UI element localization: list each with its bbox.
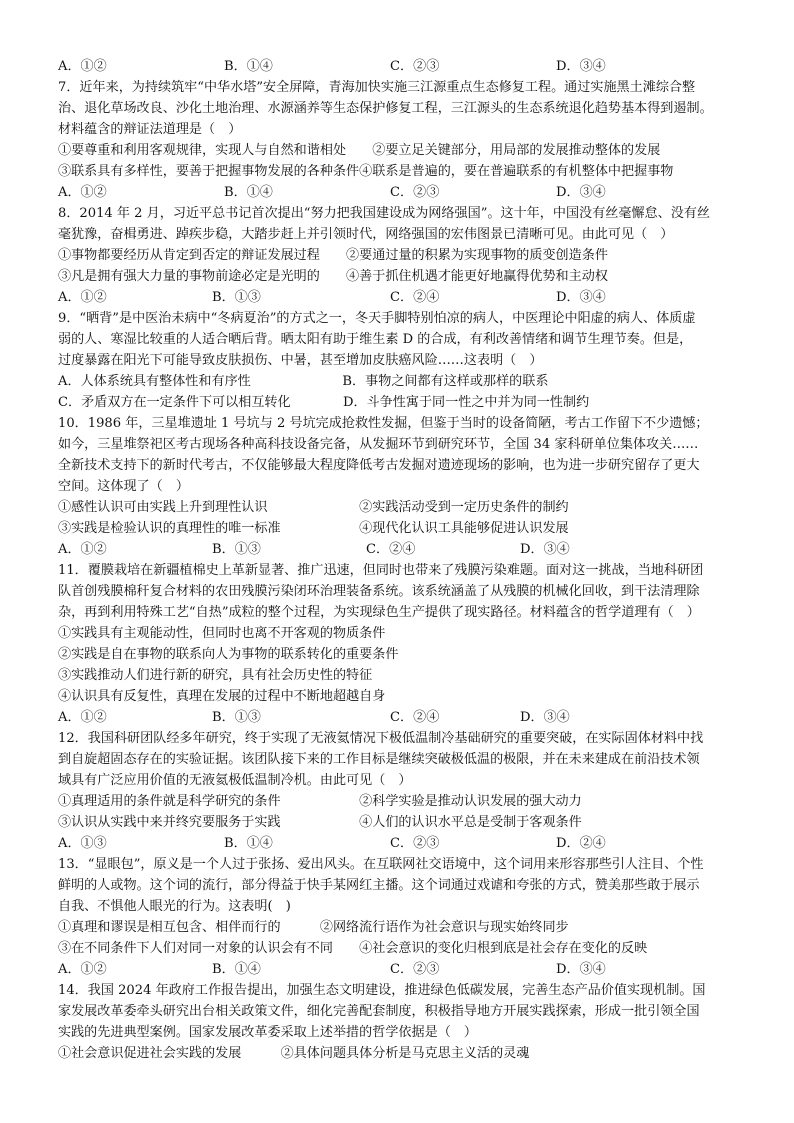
option-b: B．①④	[224, 185, 273, 200]
question-10-statement: ③实践是检验认识的真理性的唯一标准 ④现代化认识工具能够促进认识发展	[58, 521, 569, 536]
question-14-statement: ①社会意识促进社会实践的发展 ②具体问题具体分析是马克思主义活的灵魂	[58, 1046, 530, 1061]
question-12-stem: 12．我国科研团队经多年研究，终于实现了无液氦情况下极低温制冷基础研究的重要突破，在实际固体材料中找	[58, 731, 704, 746]
option-a: A．①②	[58, 542, 107, 557]
question-12-statement: ①真理适用的条件就是科学研究的条件 ②科学实验是推动认识发展的强大动力	[58, 794, 582, 809]
option-b: B．①④	[224, 59, 273, 74]
question-8-statement: ①事物都要经历从肯定到否定的辩证发展过程 ②要通过量的积累为实现事物的质变创造条件	[58, 248, 608, 263]
option-b: B．①③	[212, 290, 261, 305]
question-10-stem: 全新技术支持下的新时代考古，不仅能够最大程度降低考古发掘对遗迹现场的影响，也为进一步研究留存了更大	[58, 458, 700, 473]
question-12-stem: 域具有广泛应用价值的无液氦极低温制冷机。由此可见（ ）	[58, 773, 412, 788]
question-11-statement: ④认识具有反复性，真理在发展的过程中不断地超越自身	[58, 689, 386, 704]
question-8-stem: 8．2014 年 2 月，习近平总书记首次提出“努力把我国建设成为网络强国”。这十年，中国没有丝毫懈怠、没有丝	[58, 206, 710, 221]
q8-options	[58, 289, 758, 307]
question-9-stem: 弱的人、寒湿比较重的人适合晒后背。晒太阳有助于维生素 D 的合成，有利改善情绪和调节生理节奏。但是，	[58, 332, 693, 347]
option-b: B．①④	[224, 836, 273, 851]
question-7-statement: ③联系具有多样性，要善于把握事物发展的各种条件④联系是普遍的，要在普遍联系的有机整体中把握事物	[58, 164, 674, 179]
question-8-statement: ③凡是拥有强大力量的事物前途必定是光明的 ④善于抓住机遇才能更好地赢得优势和主动权	[58, 269, 608, 284]
question-13-statement: ③在不同条件下人们对同一对象的认识会有不同 ④社会意识的变化归根到底是社会存在变化的反映	[58, 941, 648, 956]
question-11-stem: 11．覆膜栽培在新疆植棉史上革新显著、推广迅速，但同时也带来了残膜污染难题。面对这一挑战，当地科研团	[58, 563, 704, 578]
question-9-option-row: C．矛盾双方在一定条件下可以相互转化 D．斗争性寓于同一性之中并为同一性制约	[58, 395, 590, 410]
question-9-stem: 过度暴露在阳光下可能导致皮肤损伤、中暑，甚至增加皮肤癌风险……这表明（ ）	[58, 353, 543, 368]
option-d: D．③④	[556, 962, 606, 977]
question-13-statement: ①真理和谬误是相互包含、相伴而行的 ②网络流行语作为社会意识与现实始终同步	[58, 920, 569, 935]
question-12-statement: ③认识从实践中来并终究要服务于实践 ④人们的认识水平总是受制于客观条件	[58, 815, 582, 830]
option-b: B．①③	[212, 542, 261, 557]
option-a: A．①②	[58, 185, 107, 200]
question-11-statement: ①实践具有主观能动性，但同时也离不开客观的物质条件	[58, 626, 386, 641]
question-11-statement: ②实践是自在事物的联系向人为事物的联系转化的重要条件	[58, 647, 399, 662]
option-c: C．②④	[390, 290, 440, 305]
question-9-stem: 9．“晒背”是中医治未病中“冬病夏治”的方式之一，冬天手脚特别怕凉的病人，中医理论中阳虚的病人、体质虚	[58, 311, 696, 326]
question-11-statement: ③实践推动人们进行新的研究，具有社会历史性的特征	[58, 668, 373, 683]
question-12-stem: 到自旋超固态存在的实验证据。该团队接下来的工作目标是继续突破极低温的极限，并在未来建成在前沿技术领	[58, 752, 700, 767]
question-7-stem: 治、退化草场改良、沙化土地治理、水源涵养等生态保护修复工程，三江源头的生态系统退化趋势基本得到遏制。	[58, 101, 713, 116]
option-a: A．①②	[58, 710, 107, 725]
option-d: D．③④	[556, 290, 606, 305]
question-14-stem: 14．我国 2024 年政府工作报告提出，加强生态文明建设，推进绿色低碳发展，完善生态产品价值实现机制。国	[58, 983, 706, 998]
option-a: A．①②	[58, 59, 107, 74]
question-7-stem: 7．近年来，为持续筑牢“中华水塔”安全屏障，青海加快实施三江源重点生态修复工程。通过实施黑土滩综合整	[58, 80, 696, 95]
option-d: D．③④	[520, 710, 570, 725]
question-8-stem: 毫犹豫，奋楫勇进、踔疾步稳，大踏步赶上并引领时代，网络强国的宏伟图景已清晰可见。由此可见（ ）	[58, 227, 674, 242]
q10-options	[58, 541, 758, 559]
option-c: C．②③	[390, 59, 440, 74]
question-13-stem: 鲜明的人或物。这个词的流行，部分得益于快手某网红主播。这个词通过戏谑和夸张的方式，赞美那些敢于展示	[58, 878, 700, 893]
q6-options	[58, 58, 758, 76]
option-d: D．③④	[556, 185, 606, 200]
question-7-stem: 材料蕴含的辩证法道理是（ ）	[58, 122, 242, 137]
q7-options	[58, 184, 758, 202]
option-c: C．②③	[390, 185, 440, 200]
option-a: A．①②	[58, 962, 107, 977]
question-13-stem: 13．“显眼包”，原义是一个人过于张扬、爱出风头。在互联网社交语境中，这个词用来形容那些引人注目、个性	[58, 857, 704, 872]
option-b: B．①④	[212, 962, 261, 977]
option-a: A．①②	[58, 290, 107, 305]
question-10-stem: 10．1986 年，三星堆遗址 1 号坑与 2 号坑完成抢救性发掘，但鉴于当时的设备简陋，考古工作留下不少遗憾；	[58, 416, 709, 431]
question-10-stem: 空间。这体现了（ ）	[58, 479, 189, 494]
option-d: D．②④	[556, 836, 606, 851]
question-11-stem: 队首创残膜棉秆复合材料的农田残膜污染闭环治理装备系统。该系统涵盖了从残膜的机械化回收，到干法清理除	[58, 584, 700, 599]
q13-options	[58, 961, 758, 979]
option-a: A．①③	[58, 836, 107, 851]
question-11-stem: 杂，再到利用特殊工艺“自热”成粒的整个过程，为实现绿色生产提供了现实路径。材料蕴含的哲学道理有（ ）	[58, 605, 700, 620]
option-c: C．②④	[390, 710, 440, 725]
question-13-stem: 自我、不惧他人眼光的行为。这表明( )	[58, 899, 291, 914]
q11-options	[58, 709, 758, 727]
question-10-statement: ①感性认识可由实践上升到理性认识 ②实践活动受到一定历史条件的制约	[58, 500, 569, 515]
question-9-option-row: A．人体系统具有整体性和有序性 B．事物之间都有这样或那样的联系	[58, 374, 549, 389]
question-14-stem: 家发展改革委牵头研究出台相关政策文件，细化完善配套制度，积极指导地方开展实践探索，形成一批引领全国	[58, 1004, 700, 1019]
option-d: D．③④	[520, 542, 570, 557]
option-c: C．②③	[390, 962, 440, 977]
question-7-statement: ①要尊重和利用客观规律，实现人与自然和谐相处 ②要立足关键部分，用局部的发展推动整体的发展	[58, 143, 661, 158]
option-c: C．②③	[390, 836, 440, 851]
q12-options	[58, 835, 758, 853]
option-d: D．③④	[556, 59, 606, 74]
option-b: B．①③	[212, 710, 261, 725]
question-14-stem: 实践的先进典型案例。国家发展改革委采取上述举措的哲学依据是（ ）	[58, 1025, 477, 1040]
option-c: C．②④	[366, 542, 416, 557]
question-10-stem: 如今，三星堆祭祀区考古现场各种高科技设备完备，从发掘环节到研究环节，全国 34 家科研单位集体攻关……	[58, 437, 699, 452]
